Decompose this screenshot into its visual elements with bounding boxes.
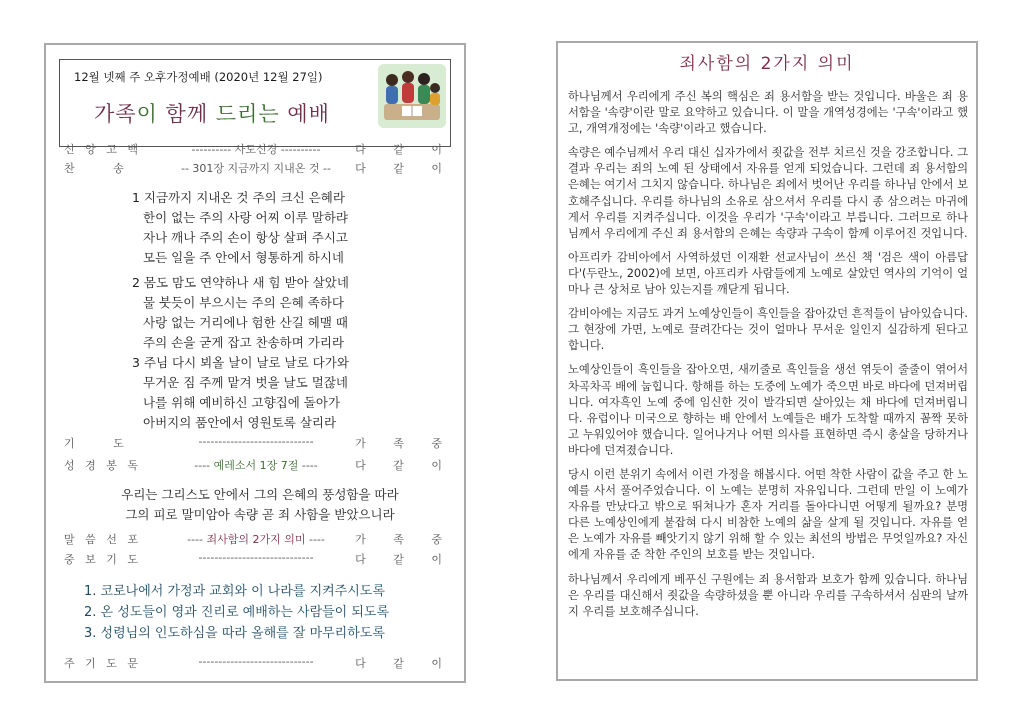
hymn-line: 사랑 없는 거리에나 험한 산길 헤맬 때 <box>143 315 348 330</box>
order-label: 성 경 봉 독 <box>64 459 142 472</box>
sermon-paragraph: 속량은 예수님께서 우리 대신 십자가에서 죗값을 전부 치르신 것을 강조합니다. 그 결과 우리는 죄의 노예 된 상태에서 자유를 얻게 되었습니다. 그런데 죄 용서함의 은혜는 여기서 그치지 않습니다. 하나님은 죄에서 벗어난 우리를 하나님 안에서 보호해주십니다. 우리를 하나님의 소유로 삼으셔서 우리를 다시 종 삼으려는 마귀에게서 우리를 지켜주십니다. 이것을 우리가 '구속'이라고 부릅니다. 그러므로 하나님께서 우리에게 주신 죄 용서함의 은혜는 속량과 구속이 함께 이루어진 것입니다. <box>568 146 968 240</box>
hymn-line: 모든 일을 주 안에서 형통하게 하시네 <box>143 250 344 265</box>
family-praying-illustration <box>378 64 446 128</box>
sermon-topic: 죄사함의 2가지 의미 <box>206 533 306 546</box>
order-label: 신 앙 고 백 <box>64 143 142 156</box>
order-prayer <box>64 435 454 453</box>
sermon-body <box>568 89 968 628</box>
hymn-line: 2 몸도 맘도 연약하나 새 힘 받아 살았네 <box>132 275 349 290</box>
hymn-verse-2 <box>132 273 349 353</box>
order-detail: ---------- 사도신경 ---------- <box>191 143 321 156</box>
order-detail: ----------------------------- <box>198 435 314 448</box>
title-part: 이 <box>136 102 166 126</box>
title-part: 함께 <box>165 102 209 126</box>
hymn-line: 3 주님 다시 뵈올 날이 날로 날로 다가와 <box>132 355 349 370</box>
order-hymn <box>64 160 454 178</box>
bulletin-header <box>59 59 451 147</box>
sermon-paragraph: 당시 이런 분위기 속에서 이런 가정을 해봅시다. 어떤 착한 사람이 값을 주고 한 노예를 사서 풀어주었습니다. 이 노예는 분명히 자유입니다. 그런데 만일 이 노예가 자유를 만났다고 밖으로 뛰쳐나가 혼자 거리를 돌아다니면 어떻게 될까요? 분명 다른 노예상인에게 붙잡혀 다시 비참한 노예의 삶을 살게 될 것입니다. 자유를 얻은 노예가 자유를 빼앗기지 않기 위해 할 수 있는 최선의 방법은 무엇일까요? 자신에게 자유를 준 착한 주인의 보호를 받는 것입니다. <box>568 467 968 562</box>
order-label: 중 보 기 도 <box>64 553 142 566</box>
order-faith-confession <box>64 141 454 159</box>
hymn-line: 무거운 짐 주께 맡겨 벗을 날도 멀잖네 <box>143 375 348 390</box>
hymn-verse-3 <box>132 353 349 433</box>
dash-prefix: ---- <box>194 459 214 472</box>
sermon-page <box>556 41 978 681</box>
title-part: 예배 <box>287 102 330 126</box>
order-intercession <box>64 551 454 569</box>
order-detail: ----------------------------- <box>198 655 314 668</box>
service-date-subtitle: 12월 넷째 주 오후가정예배 (2020년 12월 27일) <box>74 70 323 84</box>
hymn-line: 나를 위해 예비하신 고향집에 돌아가 <box>143 395 341 410</box>
order-label: 주 기 도 문 <box>64 657 142 670</box>
order-leader: 가 족 중 <box>355 437 454 450</box>
dash-prefix: ---- <box>187 533 207 546</box>
scripture-reference: 예레소서 1장 7절 <box>213 459 299 472</box>
hymn-line: 물 붓듯이 부으시는 주의 은혜 족하다 <box>143 295 344 310</box>
order-lords-prayer <box>64 655 454 673</box>
order-scripture-reading <box>64 457 454 475</box>
title-part: 가족 <box>94 102 137 126</box>
dash-suffix: ---- <box>305 533 325 546</box>
order-label: 찬 송 <box>64 162 128 175</box>
sermon-paragraph: 하나님께서 우리에게 주신 복의 핵심은 죄 용서함을 받는 것입니다. 바울은 죄 용서함을 '속량'이란 말로 요약하고 있습니다. 이 말을 개역성경에는 '구속'이라고 했고, 개역개정에는 '속량'이라고 했습니다. <box>568 90 968 136</box>
prayer-topic: 2. 온 성도들이 영과 진리로 예배하는 사람들이 되도록 <box>84 605 390 620</box>
sermon-title: 죄사함의 2가지 의미 <box>679 54 855 74</box>
order-leader: 다 같 이 <box>355 162 454 175</box>
sermon-paragraph: 노예상인들이 흑인들을 잡아오면, 새끼줄로 흑인들을 생선 엮듯이 줄줄이 엮어서 차곡차곡 배에 눕힙니다. 항해를 하는 도중에 노예가 죽으면 바로 바다에 던져버립니다. 여자흑인 노예 중에 임신한 것이 발각되면 살아있는 채 바다에 던져버립니다. 유럽이나 미국으로 향하는 배 안에서 노예들은 배가 도착할 때까지 꼼짝 못하고 누워있어야 했습니다. 일어나거나 어떤 의사를 표현하면 즉시 총살을 당하거나 바다에 던져졌습니다. <box>568 363 968 457</box>
prayer-topic: 3. 성령님의 인도하심을 따라 올해를 잘 마무리하도록 <box>84 626 385 641</box>
order-leader: 다 같 이 <box>355 459 454 472</box>
hymn-line: 주의 손을 굳게 잡고 찬송하며 가리라 <box>143 335 344 350</box>
order-leader: 다 같 이 <box>355 657 454 670</box>
prayer-topics-list <box>84 581 389 644</box>
order-detail: ----------------------------- <box>198 551 314 564</box>
order-label: 기 도 <box>64 437 128 450</box>
service-title <box>94 98 330 128</box>
hymn-verse-1 <box>132 188 348 268</box>
order-leader: 다 같 이 <box>355 143 454 156</box>
hymn-line: 1 지금까지 지내온 것 주의 크신 은혜라 <box>132 190 345 205</box>
hymn-line: 한이 없는 주의 사랑 어찌 이루 말하랴 <box>143 210 348 225</box>
hymn-line: 아버지의 품안에서 영원토록 살리라 <box>143 415 337 430</box>
order-detail: -- 301장 지금까지 지내온 것 -- <box>181 162 331 175</box>
worship-bulletin-page <box>44 43 466 683</box>
scripture-line: 우리는 그리스도 안에서 그의 은혜의 풍성함을 따라 <box>121 487 399 502</box>
dash-suffix: ---- <box>298 459 318 472</box>
sermon-paragraph: 감비아에는 지금도 과거 노예상인들이 흑인들을 잡아갔던 흔적들이 남아있습니다. 그 현장에 가면, 노예로 끌려간다는 것이 얼마나 무서운 일인지 실감하게 된다고 합니다. <box>568 307 968 353</box>
sermon-paragraph: 아프리카 감비아에서 사역하셨던 이재환 선교사님이 쓰신 책 '검은 색이 아름답다'(두란노, 2002)에 보면, 아프리카 사람들에게 노예로 살았던 역사의 기억이 얼마나 큰 상처로 남아 있는지를 깨닫게 됩니다. <box>568 250 968 297</box>
scripture-text <box>80 485 440 525</box>
order-detail <box>128 457 384 473</box>
order-label: 말 씀 선 포 <box>64 533 142 546</box>
order-leader: 가 족 중 <box>355 533 454 546</box>
order-sermon <box>64 531 454 549</box>
scripture-line: 그의 피로 말미암아 속량 곧 죄 사함을 받았으니라 <box>125 507 395 522</box>
title-part: 드리는 <box>208 102 288 126</box>
order-detail <box>128 531 384 547</box>
prayer-topic: 1. 코로나에서 가정과 교회와 이 나라를 지켜주시도록 <box>84 584 385 599</box>
sermon-paragraph: 하나님께서 우리에게 베푸신 구원에는 죄 용서함과 보호가 함께 있습니다. 하나님은 우리를 대신해서 죗값을 속량하셨을 뿐 아니라 우리를 구속하셔서 심판의 날까지 우리를 보호해주십니다. <box>568 572 968 618</box>
order-leader: 다 같 이 <box>355 553 454 566</box>
hymn-line: 자나 깨나 주의 손이 항상 살펴 주시고 <box>143 230 348 245</box>
